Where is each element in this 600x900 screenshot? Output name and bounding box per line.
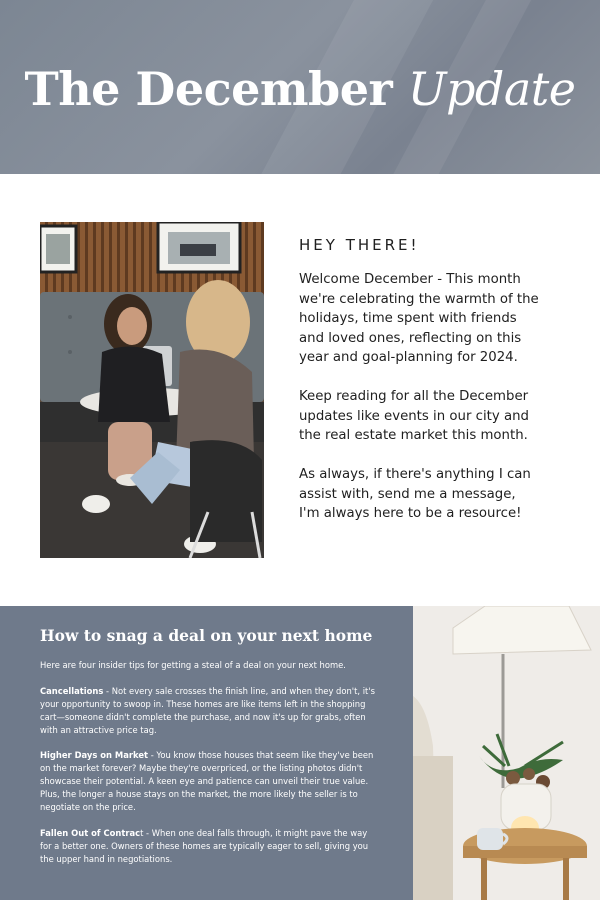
tips-lead: Here are four insider tips for getting a steal of a deal on your next home. — [40, 660, 346, 670]
intro-paragraph: Keep reading for all the December updates like events in our city and the real estate market this month. — [299, 389, 529, 443]
tip-item — [40, 749, 378, 814]
intro-paragraph: As always, if there's anything I can assist with, send me a message, I'm always here to be a resource! — [299, 467, 531, 521]
tip-term: Fallen Out of Contrac — [40, 827, 141, 838]
coffee-meeting-illustration — [40, 222, 264, 558]
tip-text: t - When one deal falls through, it might pave the way for a better one. Owners of these homes are typically eager to sell, giving you the upper hand in negotiations. — [40, 827, 369, 864]
lamp-table-illustration — [413, 606, 600, 900]
intro-text — [299, 236, 539, 543]
title-main: The December — [24, 62, 393, 116]
tip-text: - You know those houses that seem like they've been on the market forever? Maybe they're overpriced, or the listing photos didn't showcase their potential. A keen eye and patience can unveil their true value. Plus, the longer a house stays on the market, the more likely the seller is to negotiate on the price. — [40, 750, 374, 812]
tips-body — [40, 659, 378, 878]
tip-text: - Not every sale crosses the finish line, and when they don't, it's your opportunity to swoop in. These homes are like items left in the shopping cart—someone didn't complete the purchase, and now it's up for grabs, often with an attractive price tag. — [40, 685, 375, 735]
greeting: HEY THERE! — [299, 236, 420, 254]
coffee-meeting-photo — [40, 222, 264, 558]
page-title — [0, 62, 600, 116]
tip-item — [40, 827, 378, 866]
holiday-decor-photo — [413, 606, 600, 900]
intro-paragraph: Welcome December - This month we're celebrating the warmth of the holidays, time spent with friends and loved ones, reflecting on this year and goal-planning for 2024. — [299, 272, 539, 365]
tip-term: Cancellations — [40, 685, 104, 696]
title-italic: Update — [407, 62, 576, 116]
tips-panel — [0, 606, 413, 900]
tips-heading: How to snag a deal on your next home — [40, 626, 373, 645]
tip-item — [40, 685, 378, 737]
tip-term: Higher Days on Market — [40, 750, 149, 761]
header-banner — [0, 0, 600, 174]
